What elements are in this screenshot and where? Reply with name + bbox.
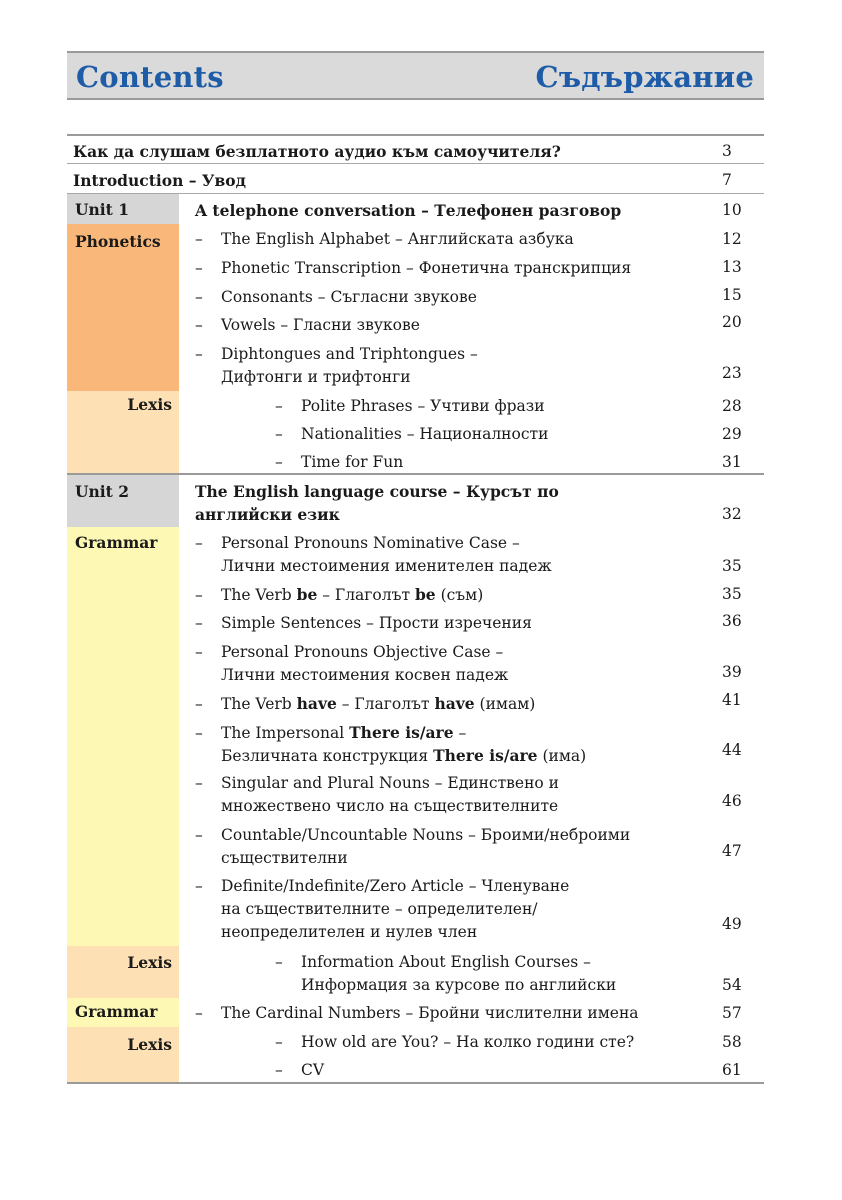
toc-entry-line2: Информация за курсове по английски	[301, 976, 617, 994]
toc-entry-audio: Как да слушам безплатното аудио към самоучителя?	[73, 142, 561, 161]
contents-title-bg: Съдържание	[535, 60, 754, 94]
grammar-label: Grammar	[75, 533, 158, 552]
toc-entry: – Vowels – Гласни звукове	[195, 316, 420, 334]
toc-entry: – Phonetic Transcription – Фонетична транскрипция	[195, 259, 632, 277]
page-number: 3	[722, 142, 732, 160]
toc-entry: – How old are You? – На колко години сте?	[275, 1033, 635, 1051]
page-number: 39	[722, 663, 742, 681]
page-number: 35	[722, 585, 742, 603]
unit1-label: Unit 1	[75, 200, 130, 219]
page-number: 47	[722, 842, 742, 860]
page-number: 54	[722, 976, 742, 994]
unit2-label: Unit 2	[75, 482, 130, 501]
unit2-title-line2: английски език	[195, 505, 340, 524]
toc-entry: – Personal Pronouns Objective Case –	[195, 643, 504, 661]
page-number: 35	[722, 557, 742, 575]
toc-entry: – Definite/Indefinite/Zero Article – Членуване	[195, 877, 570, 895]
rule-top	[67, 134, 764, 136]
page-number: 36	[722, 612, 742, 630]
unit1-title: A telephone conversation – Телефонен разговор	[195, 201, 622, 220]
page-number: 12	[722, 230, 742, 248]
page-number: 20	[722, 313, 742, 331]
toc-entry: – Time for Fun	[275, 453, 404, 471]
toc-entry: – Information About English Courses –	[275, 953, 591, 971]
page-number: 23	[722, 364, 742, 382]
page-number: 10	[722, 201, 742, 219]
contents-title-en: Contents	[76, 60, 224, 94]
toc-entry-line3: неопределителен и нулев член	[221, 923, 478, 941]
rule-bottom	[67, 1082, 764, 1084]
toc-entry: – The Impersonal There is/are –	[195, 723, 467, 742]
toc-entry: – Diphtongues and Triphtongues –	[195, 345, 478, 363]
page-number: 46	[722, 792, 742, 810]
toc-entry: – The Verb have – Глаголът have (имам)	[195, 694, 536, 713]
page-number: 13	[722, 258, 742, 276]
page-number: 58	[722, 1033, 742, 1051]
page-number: 15	[722, 286, 742, 304]
toc-entry: – Nationalities – Националности	[275, 425, 549, 443]
page-number: 49	[722, 915, 742, 933]
toc-entry-line2: множествено число на съществителните	[221, 797, 559, 815]
unit2-lexis2-label: Lexis	[127, 1035, 172, 1054]
page-number: 41	[722, 691, 742, 709]
toc-entry: – The Verb be – Глаголът be (съм)	[195, 585, 484, 604]
page-number: 28	[722, 397, 742, 415]
page-number: 31	[722, 453, 742, 471]
toc-entry: – The Cardinal Numbers – Бройни числителни имена	[195, 1004, 639, 1022]
page-number: 61	[722, 1061, 742, 1079]
toc-entry-line2: съществителни	[221, 849, 348, 867]
grammar2-label: Grammar	[75, 1002, 158, 1021]
toc-entry: – Consonants – Съгласни звукове	[195, 288, 477, 306]
page-number: 57	[722, 1004, 742, 1022]
contents-header	[67, 51, 764, 100]
toc-entry-line2: на съществителните – определителен/	[221, 900, 538, 918]
toc-entry-line2: Лични местоимения косвен падеж	[221, 666, 509, 684]
page-number: 44	[722, 741, 742, 759]
toc-entry: – Singular and Plural Nouns – Единствено и	[195, 774, 559, 792]
toc-entry-line2: Лични местоимения именителен падеж	[221, 557, 552, 575]
rule-intro	[67, 193, 764, 194]
toc-entry: – CV	[275, 1061, 325, 1079]
phonetics-label: Phonetics	[75, 232, 161, 251]
toc-entry: – Polite Phrases – Учтиви фрази	[275, 397, 545, 415]
toc-entry: – Personal Pronouns Nominative Case –	[195, 534, 520, 552]
toc-entry: – Simple Sentences – Прости изречения	[195, 614, 532, 632]
toc-entry-introduction: Introduction – Увод	[73, 171, 246, 190]
rule-audio	[67, 163, 764, 164]
unit2-title-line1: The English language course – Курсът по	[195, 482, 559, 501]
page-number: 29	[722, 425, 742, 443]
rule-unit2	[67, 473, 764, 475]
toc-entry-line2: Безличната конструкция There is/are (има)	[221, 746, 587, 765]
page-number: 7	[722, 171, 732, 189]
toc-entry: – The English Alphabet – Английската азбука	[195, 230, 574, 248]
toc-entry-line2: Дифтонги и трифтонги	[221, 368, 411, 386]
page-number: 32	[722, 505, 742, 523]
grammar-cell	[67, 527, 179, 946]
unit1-lexis-label: Lexis	[127, 395, 172, 414]
unit2-lexis-label: Lexis	[127, 953, 172, 972]
toc-entry: – Countable/Uncountable Nouns – Броими/неброими	[195, 826, 631, 844]
